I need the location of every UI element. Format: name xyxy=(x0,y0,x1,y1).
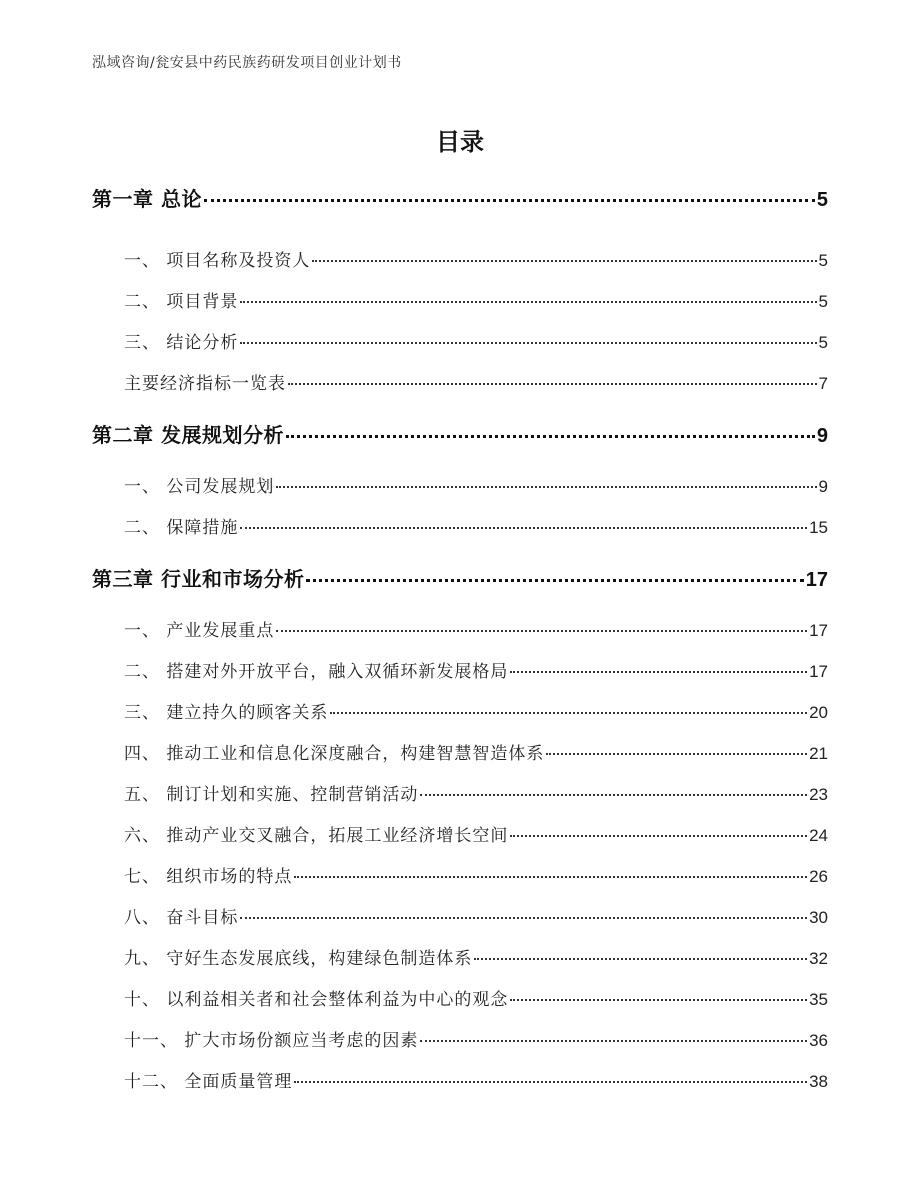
toc-entry-label: 二、 搭建对外开放平台，融入双循环新发展格局 xyxy=(124,662,509,682)
toc-dot-leader xyxy=(204,199,815,202)
toc-dot-leader xyxy=(420,794,807,796)
toc-entry-section[interactable] xyxy=(124,903,828,928)
toc-page-number: 35 xyxy=(809,990,828,1009)
toc-entry-section[interactable] xyxy=(124,657,828,682)
toc-page-number: 9 xyxy=(818,477,828,496)
toc-entry-label: 十一、 扩大市场份额应当考虑的因素 xyxy=(124,1031,419,1051)
toc-entry-section[interactable] xyxy=(124,985,828,1010)
toc-entry-label: 主要经济指标一览表 xyxy=(124,374,286,394)
toc-entry-section[interactable] xyxy=(124,513,828,538)
toc-dot-leader xyxy=(286,435,815,438)
toc-entry-label: 第一章 总论 xyxy=(92,187,202,211)
toc-dot-leader xyxy=(510,999,807,1001)
toc-entry-section[interactable] xyxy=(124,698,828,723)
toc-entry-label: 一、 产业发展重点 xyxy=(124,621,275,641)
toc-entry-chapter-2[interactable] xyxy=(92,419,828,448)
toc-dot-leader xyxy=(240,342,816,344)
toc-entry-label: 四、 推动工业和信息化深度融合，构建智慧智造体系 xyxy=(124,744,545,764)
toc-page-number: 24 xyxy=(809,826,828,845)
toc-entry-section[interactable] xyxy=(124,246,828,271)
toc-page-number: 17 xyxy=(809,662,828,681)
toc-entry-label: 二、 项目背景 xyxy=(124,292,239,312)
toc-entry-label: 第三章 行业和市场分析 xyxy=(92,567,305,591)
toc-dot-leader xyxy=(240,527,807,529)
toc-page-number: 5 xyxy=(818,333,828,352)
toc-entry-chapter-1[interactable] xyxy=(92,183,828,212)
toc-entry-section[interactable] xyxy=(124,1026,828,1051)
toc-page-number: 36 xyxy=(809,1031,828,1050)
toc-dot-leader xyxy=(510,671,807,673)
toc-dot-leader xyxy=(330,712,807,714)
toc-dot-leader xyxy=(288,383,817,385)
toc-dot-leader xyxy=(312,260,816,262)
toc-entry-section[interactable] xyxy=(124,1067,828,1092)
toc-page-number: 5 xyxy=(816,189,828,211)
toc-page-number: 32 xyxy=(809,949,828,968)
toc-page-number: 21 xyxy=(809,744,828,763)
toc-dot-leader xyxy=(276,486,816,488)
toc-page-number: 30 xyxy=(809,908,828,927)
toc-entry-label: 十、 以利益相关者和社会整体利益为中心的观念 xyxy=(124,990,509,1010)
toc-entry-label: 二、 保障措施 xyxy=(124,518,239,538)
toc-dot-leader xyxy=(474,958,807,960)
toc-entry-label: 八、 奋斗目标 xyxy=(124,908,239,928)
toc-page-number: 23 xyxy=(809,785,828,804)
toc-entry-label: 六、 推动产业交叉融合，拓展工业经济增长空间 xyxy=(124,826,509,846)
toc-entry-label: 三、 建立持久的顾客关系 xyxy=(124,703,329,723)
toc-entry-label: 一、 公司发展规划 xyxy=(124,477,275,497)
toc-page-number: 17 xyxy=(809,621,828,640)
toc-entry-section[interactable] xyxy=(124,821,828,846)
toc-page-number: 17 xyxy=(805,569,828,591)
toc-dot-leader xyxy=(294,1081,807,1083)
toc-dot-leader xyxy=(276,630,807,632)
toc-title: 目录 xyxy=(436,128,484,156)
toc-entry-label: 第二章 发展规划分析 xyxy=(92,423,284,447)
toc-entry-section[interactable] xyxy=(124,472,828,497)
toc-page-number: 26 xyxy=(809,867,828,886)
toc-entry-section[interactable] xyxy=(124,328,828,353)
toc-entry-section[interactable] xyxy=(124,287,828,312)
toc-entry-section[interactable] xyxy=(124,369,828,394)
toc-page-number: 5 xyxy=(818,251,828,270)
toc-dot-leader xyxy=(306,579,803,582)
toc-entry-label: 七、 组织市场的特点 xyxy=(124,867,293,887)
toc-entry-label: 三、 结论分析 xyxy=(124,333,239,353)
toc-page-number: 38 xyxy=(809,1072,828,1091)
toc-entry-section[interactable] xyxy=(124,944,828,969)
toc-dot-leader xyxy=(546,753,807,755)
toc-entry-section[interactable] xyxy=(124,616,828,641)
toc-page-number: 15 xyxy=(809,518,828,537)
toc-dot-leader xyxy=(510,835,807,837)
toc-dot-leader xyxy=(294,876,807,878)
running-header: 泓域咨询/瓮安县中药民族药研发项目创业计划书 xyxy=(92,55,402,71)
toc-page-number: 5 xyxy=(818,292,828,311)
toc-page-number: 7 xyxy=(818,374,828,393)
toc-entry-section[interactable] xyxy=(124,780,828,805)
toc-entry-label: 一、 项目名称及投资人 xyxy=(124,251,311,271)
toc-entry-label: 十二、 全面质量管理 xyxy=(124,1072,293,1092)
toc-page-number: 20 xyxy=(809,703,828,722)
toc-dot-leader xyxy=(420,1040,807,1042)
toc-entry-chapter-3[interactable] xyxy=(92,563,828,592)
toc-dot-leader xyxy=(240,917,807,919)
toc-entry-label: 九、 守好生态发展底线，构建绿色制造体系 xyxy=(124,949,473,969)
toc-page-number: 9 xyxy=(816,425,828,447)
toc-dot-leader xyxy=(240,301,816,303)
toc-entry-label: 五、 制订计划和实施、控制营销活动 xyxy=(124,785,419,805)
toc-entry-section[interactable] xyxy=(124,862,828,887)
toc-entry-section[interactable] xyxy=(124,739,828,764)
